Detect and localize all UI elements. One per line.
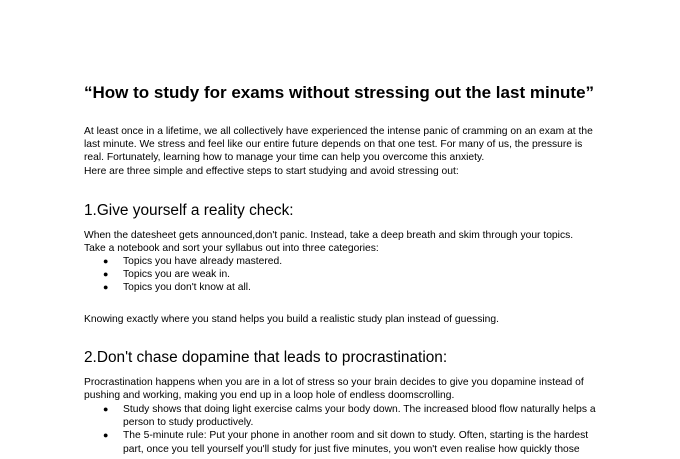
list-item xyxy=(84,255,604,268)
list-item-text: Topics you have already mastered. xyxy=(123,256,283,267)
bullet-icon: ● xyxy=(103,404,109,414)
section-body xyxy=(84,376,604,402)
list-item xyxy=(84,281,604,294)
list-item-text: Topics you don't know at all. xyxy=(123,282,251,294)
bullet-list xyxy=(84,255,604,295)
bullet-icon: ● xyxy=(103,282,109,293)
list-item-text: Topics you are weak in. xyxy=(123,269,231,281)
list-item-text: Study shows that doing light exercise calms your body down. The increased blood flow naturally helps a xyxy=(123,404,596,415)
body-line: When the datesheet gets announced,don't panic. Instead, take a deep breath and skim through your topics. xyxy=(84,230,574,241)
intro-line: real. Fortunately, learning how to manage your time can help you overcome this anxiety. xyxy=(84,152,485,164)
intro-paragraph xyxy=(84,125,604,178)
bullet-icon: ● xyxy=(103,256,109,266)
section-closing xyxy=(84,313,604,326)
bullet-icon: ● xyxy=(103,430,109,441)
list-item xyxy=(84,403,604,429)
body-line: Procrastination happens when you are in a lot of stress so your brain decides to give you dopamine instead of xyxy=(84,377,584,388)
list-item-text: person to study productively. xyxy=(123,417,254,429)
page-title: “How to study for exams without stressing out the last minute” xyxy=(84,83,595,102)
list-item-text: part, once you tell yourself you'll study for just five minutes, you won't even realise how quickly those xyxy=(123,443,580,455)
section-body xyxy=(84,229,604,255)
intro-line: At least once in a lifetime, we all collectively have experienced the intense panic of cramming on an exam at the xyxy=(84,126,593,137)
body-line: pushing and working, making you end up in a loop hole of endless doomscrolling. xyxy=(84,390,455,402)
section-heading: 2.Don't chase dopamine that leads to procrastination: xyxy=(84,349,448,366)
intro-line: last minute. We stress and feel like our entire future depends on that one test. For many of us, the pressure is xyxy=(84,139,583,151)
closing-line: Knowing exactly where you stand helps you build a realistic study plan instead of guessing. xyxy=(84,314,499,325)
body-line: Take a notebook and sort your syllabus out into three categories: xyxy=(84,243,379,255)
list-item xyxy=(84,429,604,455)
intro-line: Here are three simple and effective steps to start studying and avoid stressing out: xyxy=(84,165,459,177)
section-heading: 1.Give yourself a reality check: xyxy=(84,202,294,219)
bullet-list xyxy=(84,403,604,456)
bullet-icon: ● xyxy=(103,269,109,280)
list-item xyxy=(84,268,604,281)
list-item-text: The 5-minute rule: Put your phone in another room and sit down to study. Often, starting is the hardest xyxy=(123,430,589,442)
